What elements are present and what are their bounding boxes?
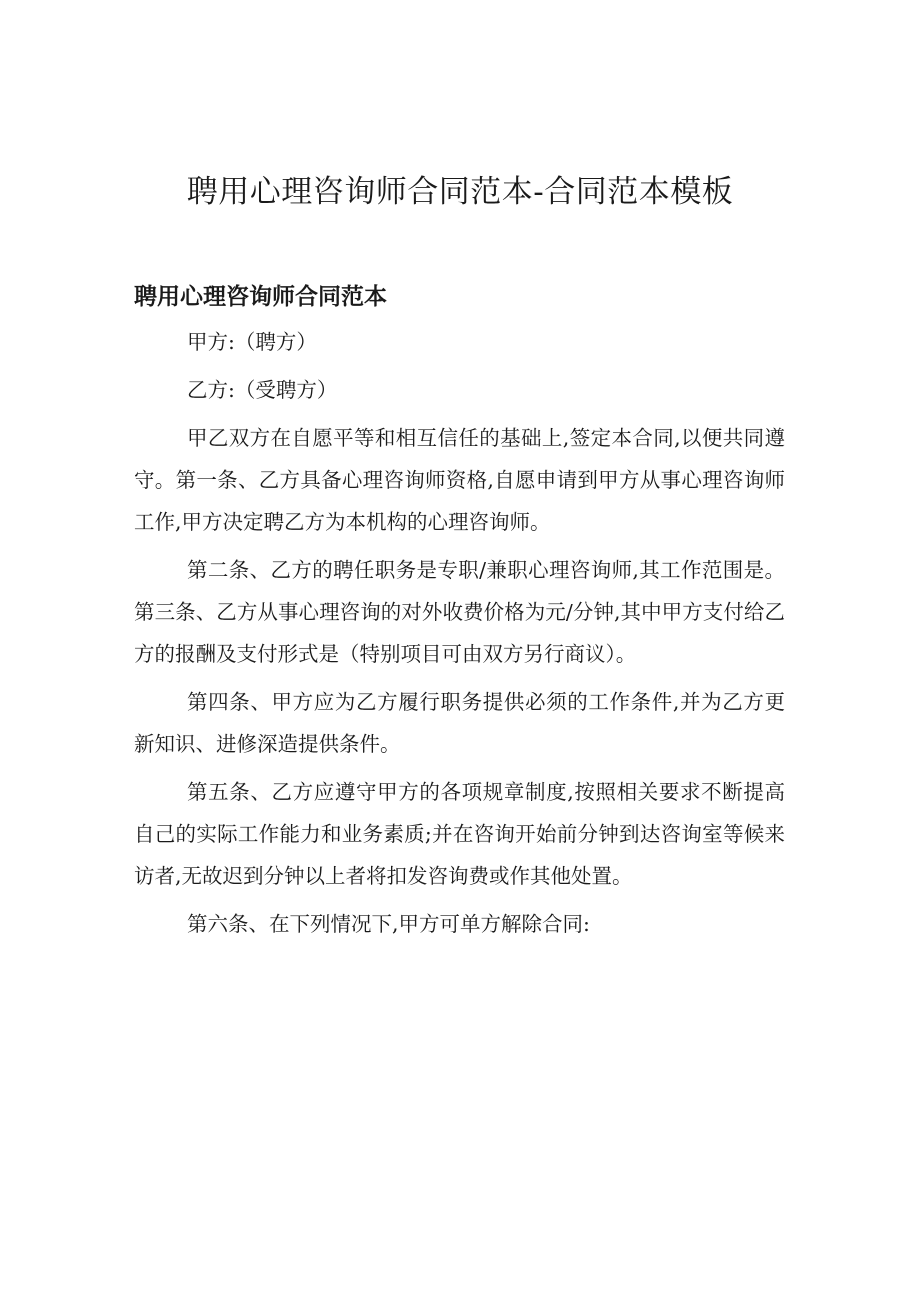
paragraph-preamble-article-1: 甲乙双方在自愿平等和相互信任的基础上,签定本合同,以便共同遵守。第一条、乙方具备心理咨询师资格,自愿申请到甲方从事心理咨询师工作,甲方决定聘乙方为本机构的心理咨询师。 — [134, 426, 785, 534]
paragraph-article-4: 第四条、甲方应为乙方履行职务提供必须的工作条件,并为乙方更新知识、进修深造提供条件。 — [134, 690, 785, 756]
paragraph-article-2-3: 第二条、乙方的聘任职务是专职/兼职心理咨询师,其工作范围是。第三条、乙方从事心理咨询的对外收费价格为元/分钟,其中甲方支付给乙方的报酬及支付形式是（特别项目可由双方另行商议）。 — [134, 558, 785, 666]
section-heading: 聘用心理咨询师合同范本 — [134, 284, 387, 310]
party-a-line: 甲方:（聘方） — [187, 330, 317, 354]
document-body — [134, 321, 785, 951]
paragraph-article-5: 第五条、乙方应遵守甲方的各项规章制度,按照相关要求不断提高自己的实际工作能力和业务素质;并在咨询开始前分钟到达咨询室等候来访者,无故迟到分钟以上者将扣发咨询费或作其他处置。 — [134, 780, 785, 888]
document-title: 聘用心理咨询师合同范本-合同范本模板 — [186, 174, 734, 210]
party-b-line: 乙方:（受聘方） — [187, 378, 338, 402]
paragraph-article-6: 第六条、在下列情况下,甲方可单方解除合同: — [187, 912, 590, 936]
